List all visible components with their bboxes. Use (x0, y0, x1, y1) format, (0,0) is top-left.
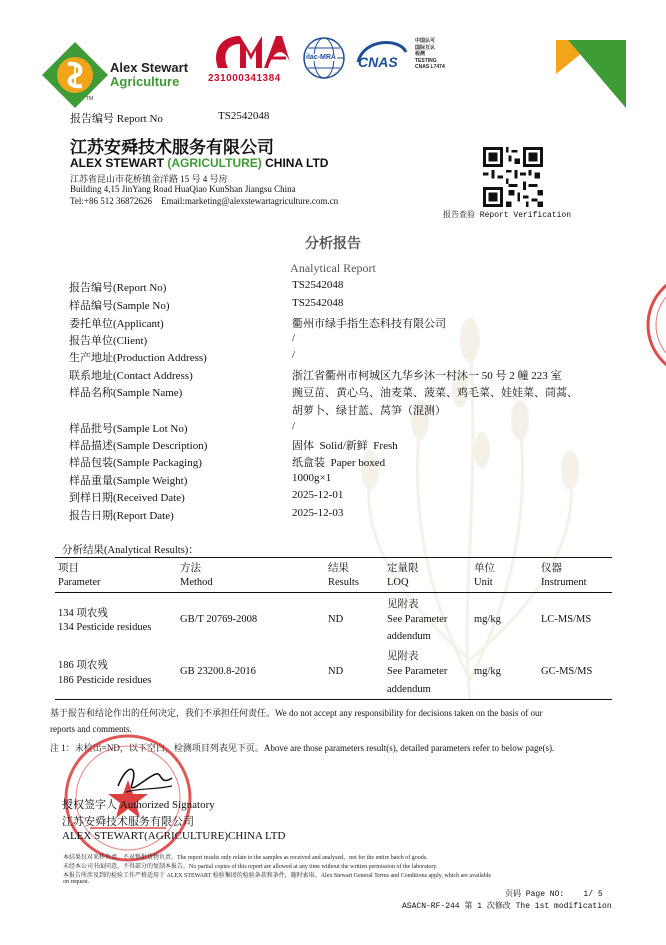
brand-sub: Agriculture (110, 74, 180, 89)
info-value: 浙江省衢州市柯城区九华乡沐一村沐一 50 号 2 幢 223 室 (292, 370, 562, 382)
cma-number: 231000341384 (208, 73, 281, 84)
info-label: 报告编号(Report No) (69, 282, 167, 294)
info-value: / (292, 332, 296, 344)
signatory-company-en: ALEX STEWART(AGRICULTURE)CHINA LTD (62, 830, 286, 842)
loq: addendum (387, 631, 431, 642)
cma-logo-icon (210, 32, 292, 72)
info-value: 纸盒装 Paper boxed (292, 457, 386, 469)
result-note: 注 1：未检出=ND，以下空白，检测项目列表见下页。Above are those parameters result(s), detailed parameters refer to below page(s). (50, 743, 555, 753)
info-label: 样品批号(Sample Lot No) (69, 423, 188, 435)
diamond-logo-icon (40, 40, 110, 110)
param-cn: 134 项农残 (58, 608, 108, 619)
cma-mark (210, 32, 292, 88)
address-cn: 江苏省昆山市花桥镇金洋路 15 号 4 号房 (70, 174, 228, 184)
company-logo (40, 40, 110, 110)
instrument: GC-MS/MS (541, 666, 593, 677)
trademark: TM (86, 96, 94, 102)
column-header: Method (180, 577, 213, 588)
signatory-title: 授权签字人 Authorized Signatory (62, 799, 215, 811)
info-value: 豌豆苗、黄心乌、油麦菜、菠菜、鸡毛菜、娃娃菜、茼蒿、 (292, 387, 578, 399)
contact-line: Tel:+86 512 36872626 Email:marketing@alexstewartagriculture.com.cn (70, 196, 339, 206)
method: GB 23200.8-2016 (180, 666, 256, 677)
unit: mg/kg (474, 666, 501, 677)
column-header: 单位 (474, 563, 495, 574)
qr-code-icon[interactable] (483, 147, 543, 207)
column-header: Unit (474, 577, 493, 588)
cnas-mark (354, 36, 410, 78)
signatory-company-cn: 江苏安舜技术服务有限公司 (62, 816, 194, 828)
info-value: 2025-12-03 (292, 507, 344, 519)
ilac-label: ilac-MRA (306, 54, 336, 61)
column-header: 仪器 (541, 563, 562, 574)
column-header: Results (328, 577, 359, 588)
info-label: 报告单位(Client) (69, 335, 148, 347)
info-value: / (292, 420, 296, 432)
watermark-image (300, 300, 640, 720)
instrument: LC-MS/MS (541, 614, 592, 625)
column-header: LOQ (387, 577, 409, 588)
doc-code: ASACN-RF-244 第 1 次修改 The 1st modification (402, 902, 612, 911)
column-header: 定量限 (387, 563, 419, 574)
param-cn: 186 项农残 (58, 660, 108, 671)
column-header: 结果 (328, 563, 349, 574)
loq: addendum (387, 684, 431, 695)
ilac-mark (302, 36, 346, 80)
info-value: 1000g×1 (292, 472, 332, 484)
footer-line: on request. (63, 879, 90, 885)
info-label: 样品编号(Sample No) (69, 300, 170, 312)
column-header: Instrument (541, 577, 587, 588)
table-header-rule (55, 592, 612, 593)
report-no-label: 报告编号 Report No (70, 113, 163, 125)
unit: mg/kg (474, 614, 501, 625)
company-name-en: ALEX STEWART (AGRICULTURE) CHINA LTD (70, 156, 329, 170)
address-en: Building 4,15 JinYang Road HuaQiao KunShan Jiangsu China (70, 184, 296, 194)
loq: See Parameter (387, 666, 448, 677)
info-value: TS2542048 (292, 297, 344, 309)
footer-line: 本报告所涉及到的检验工作严格适用于 ALEX STEWART 检验集团的检验条款和条件，随时索取。Alex Stewart General Terms and Conditions apply, which are available (63, 873, 492, 879)
report-title-en: Analytical Report (290, 261, 376, 275)
param-en: 186 Pesticide residues (58, 675, 152, 686)
loq: 见附表 (387, 599, 419, 610)
report-no-value: TS2542048 (218, 110, 270, 122)
info-label: 生产地址(Production Address) (69, 352, 207, 364)
info-value-continued: 胡萝卜、绿甘蓝、莴笋（混测） (292, 405, 446, 417)
method: GB/T 20769-2008 (180, 614, 258, 625)
report-title-cn: 分析报告 (305, 236, 361, 252)
disclaimer-line: 基于报告和结论作出的任何决定，我们不承担任何责任。We do not accept any responsibility for decisions taken on the basis of our (50, 708, 543, 718)
result: ND (328, 614, 344, 625)
column-header: 方法 (180, 563, 201, 574)
info-value: 衢州市绿手指生态科技有限公司 (292, 318, 446, 330)
info-value: 固体 Solid/新鲜 Fresh (292, 440, 398, 452)
info-value: 2025-12-01 (292, 489, 344, 501)
info-value: TS2542048 (292, 279, 344, 291)
loq: See Parameter (387, 614, 448, 625)
table-top-rule (55, 557, 612, 558)
cnas-text: 中国认可 国际互认 检测 TESTING CNAS L7474 (415, 38, 445, 70)
info-label: 样品包装(Sample Packaging) (69, 457, 202, 469)
brand-name: Alex Stewart (110, 60, 189, 75)
company-name-cn: 江苏安舜技术服务有限公司 (70, 138, 274, 158)
loq: 见附表 (387, 651, 419, 662)
column-header: Parameter (58, 577, 101, 588)
edge-seal-icon (640, 270, 666, 380)
cnas-label: CNAS (358, 54, 398, 70)
table-bottom-rule (55, 699, 612, 700)
result: ND (328, 666, 344, 677)
footer-line: 本结果仅对来样负责，不对整批货物负责。The report results only relate to the samples as received and analysed，not for the entire batch of goods. (63, 855, 428, 861)
signature-icon (112, 756, 182, 800)
info-label: 委托单位(Applicant) (69, 318, 164, 330)
info-label: 样品名称(Sample Name) (69, 387, 183, 399)
page-number: 页码 Page NO: 1/ 5 (505, 890, 603, 899)
qr-caption: 报告查验 Report Verification (443, 211, 572, 220)
results-heading: 分析结果(Analytical Results)： (62, 545, 199, 556)
info-label: 到样日期(Received Date) (69, 492, 185, 504)
footer-line: 未经本公司书面同意，不得部分的复制本报告。No partial copies of this report are allowed at any time without the written permission of the laboratory. (63, 864, 438, 870)
param-en: 134 Pesticide residues (58, 622, 152, 633)
info-label: 报告日期(Report Date) (69, 510, 174, 522)
info-label: 样品描述(Sample Description) (69, 440, 208, 452)
column-header: 项目 (58, 563, 79, 574)
disclaimer-line: reports and comments. (50, 724, 132, 734)
info-label: 样品重量(Sample Weight) (69, 475, 188, 487)
info-value: / (292, 349, 296, 361)
info-label: 联系地址(Contact Address) (69, 370, 193, 382)
corner-decoration-icon (556, 40, 626, 108)
